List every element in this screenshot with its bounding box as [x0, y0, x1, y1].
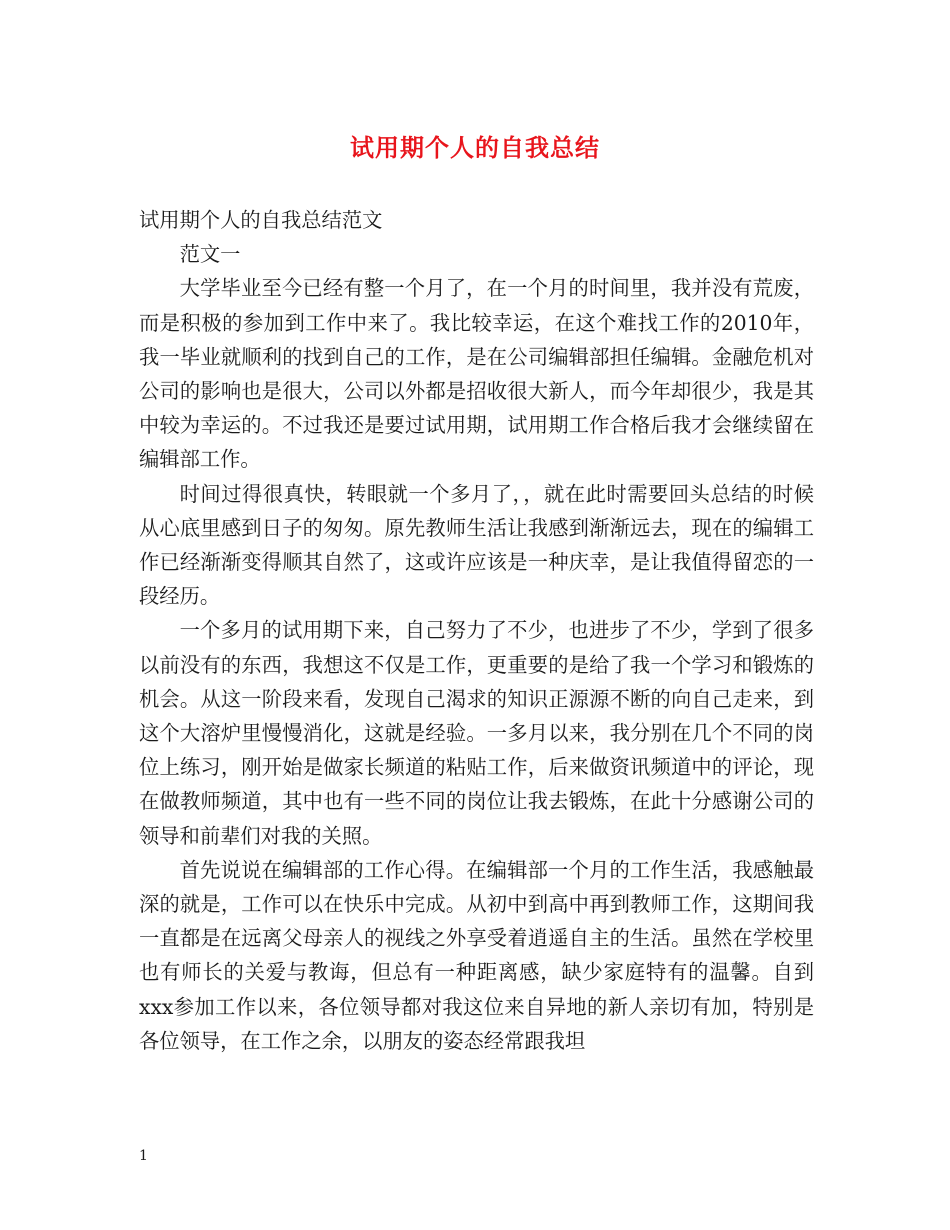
- paragraph-2: 时间过得很真快，转眼就一个多月了，，就在此时需要回头总结的时候从心底里感到日子的匆匆。原先教师生活让我感到渐渐远去，现在的编辑工作已经渐渐变得顺其自然了，这或许应该是一种庆幸，是让我值得留恋的一段经历。: [139, 481, 814, 609]
- paragraph-3: 一个多月的试用期下来，自己努力了不少，也进步了不少，学到了很多以前没有的东西，我想这不仅是工作，更重要的是给了我一个学习和锻炼的机会。从这一阶段来看，发现自己渴求的知识正源源不断的向自己走来，到这个大溶炉里慢慢消化，这就是经验。一多月以来，我分别在几个不同的岗位上练习，刚开始是做家长频道的粘贴工作，后来做资讯频道中的评论，现在做教师频道，其中也有一些不同的岗位让我去锻炼，在此十分感谢公司的领导和前辈们对我的关照。: [139, 618, 814, 848]
- document-subtitle: 试用期个人的自我总结范文: [139, 208, 383, 232]
- paragraph-4: 首先说说在编辑部的工作心得。在编辑部一个月的工作生活，我感触最深的就是，工作可以在快乐中完成。从初中到高中再到教师工作，这期间我一直都是在远离父母亲人的视线之外享受着逍遥自主的生活。虽然在学校里也有师长的关爱与教诲，但总有一种距离感，缺少家庭特有的温馨。自到xxx参加工作以来，各位领导都对我这位来自异地的新人亲切有加，特别是各位领导，在工作之余，以朋友的姿态经常跟我坦: [139, 857, 814, 1053]
- page-number: 1: [139, 1148, 148, 1164]
- section-label: 范文一: [179, 242, 241, 267]
- document-body: [139, 203, 814, 1058]
- paragraph-1: 大学毕业至今已经有整一个月了，在一个月的时间里，我并没有荒废，而是积极的参加到工作中来了。我比较幸运，在这个难找工作的2010年，我一毕业就顺利的找到自己的工作，是在公司编辑部担任编辑。金融危机对公司的影响也是很大，公司以外都是招收很大新人，而今年却很少，我是其中较为幸运的。不过我还是要过试用期，试用期工作合格后我才会继续留在编辑部工作。: [139, 276, 814, 472]
- document-title: 试用期个人的自我总结: [350, 133, 600, 162]
